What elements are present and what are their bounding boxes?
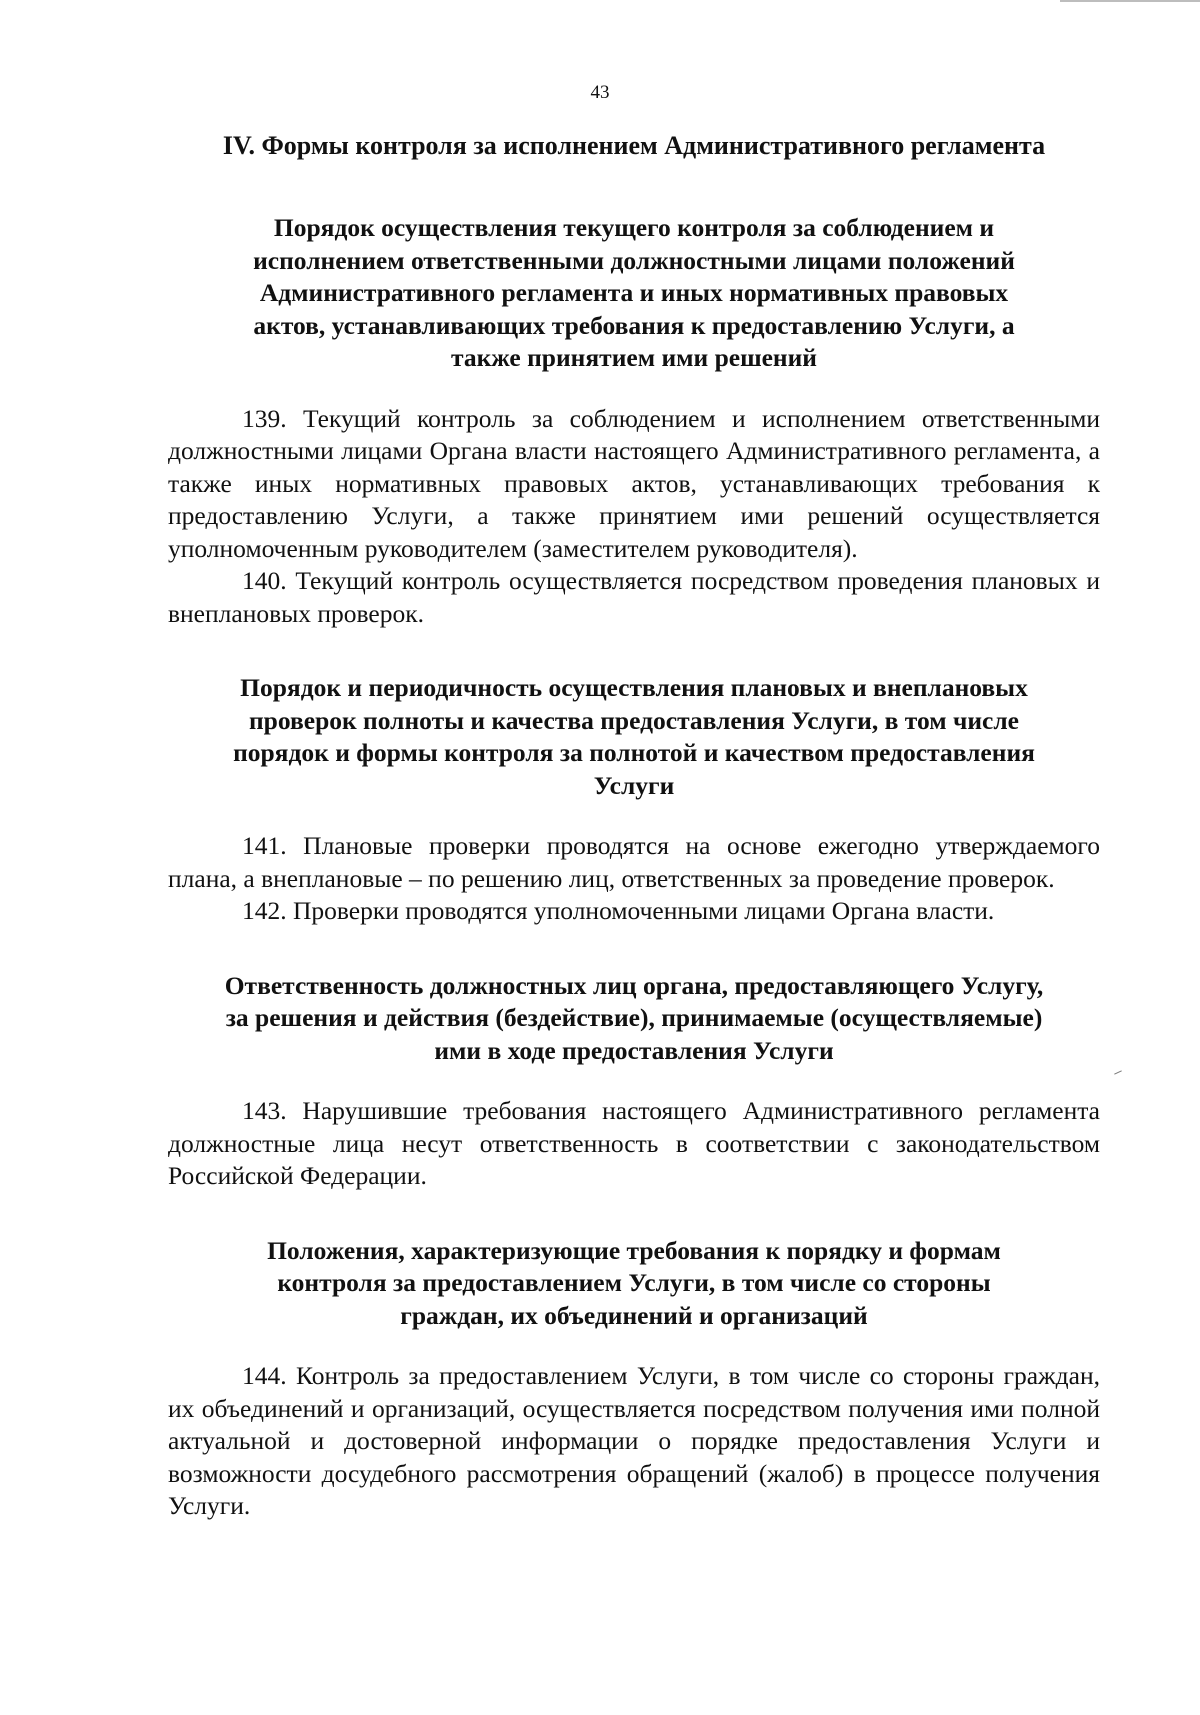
section-title: [168, 212, 1100, 375]
section-spacer: [168, 630, 1100, 672]
section-title-line: Порядок и периодичность осуществления плановых и внеплановых: [240, 673, 1028, 702]
paragraph-142: 142. Проверки проводятся уполномоченными лицами Органа власти.: [242, 896, 995, 925]
scan-edge-mark: [1060, 0, 1200, 2]
section-title-line: исполнением ответственными должностными лицами положений: [253, 245, 1015, 275]
section-spacer: [168, 928, 1100, 970]
section-public-control: [168, 1235, 1100, 1523]
section-title-line: проверок полноты и качества предоставления Услуги, в том числе: [248, 705, 1019, 735]
chapter-title: IV. Формы контроля за исполнением Административного регламента: [222, 131, 1046, 160]
section-title-line: Административного регламента и иных нормативных правовых: [259, 278, 1009, 307]
margin-tick-mark: [1114, 1070, 1122, 1074]
page-number: 43: [590, 82, 610, 103]
section-title: [168, 672, 1100, 802]
section-title-line: Ответственность должностных лиц органа, предоставляющего Услугу,: [224, 970, 1044, 1000]
section-responsibility: [168, 970, 1100, 1193]
section-title-line: Порядок осуществления текущего контроля за соблюдением и: [273, 213, 995, 242]
section-current-control: [168, 212, 1100, 630]
paragraph-140: 140. Текущий контроль осуществляется посредством проведения плановых и внеплановых проверок.: [168, 566, 1100, 628]
paragraph-139: 139. Текущий контроль за соблюдением и исполнением ответственными должностными лицами Органа власти настоящего Административного регламента, а также иных нормативных правовых актов, устанавливающих требования к предоставлению Услуги, а также принятием ими решений осуществляется уполномоченным руководителем (заместителем руководителя).: [168, 403, 1100, 563]
section-inspections: [168, 672, 1100, 928]
section-title: [168, 1235, 1100, 1333]
section-title-line: порядок и формы контроля за полнотой и качеством предоставления: [233, 738, 1035, 767]
document-body: [168, 130, 1100, 1523]
section-title-line: ими в ходе предоставления Услуги: [434, 1035, 834, 1065]
section-title-line: за решения и действия (бездействие), принимаемые (осуществляемые): [225, 1003, 1043, 1032]
section-title-line: также принятием ими решений: [450, 343, 817, 372]
paragraph-141: 141. Плановые проверки проводятся на основе ежегодно утверждаемого плана, а внеплановые – по решению лиц, ответственных за проведение проверок.: [168, 831, 1100, 893]
section-spacer: [168, 1193, 1100, 1235]
section-title-line: контроля за предоставлением Услуги, в том числе со стороны: [277, 1268, 991, 1297]
section-title-line: Положения, характеризующие требования к порядку и формам: [267, 1235, 1001, 1265]
paragraph-144: 144. Контроль за предоставлением Услуги, в том числе со стороны граждан, их объединений и организаций, осуществляется посредством получения ими полной актуальной и достоверной информации о порядке предоставления Услуги и возможности досудебного рассмотрения обращений (жалоб) в процессе получения Услуги.: [168, 1361, 1100, 1520]
section-title: [168, 970, 1100, 1068]
section-title-line: граждан, их объединений и организаций: [400, 1300, 868, 1330]
paragraph-143: 143. Нарушившие требования настоящего Административного регламента должностные лица несут ответственность в соответствии с законодательством Российской Федерации.: [168, 1096, 1100, 1190]
section-title-line: Услуги: [593, 770, 675, 800]
section-title-line: актов, устанавливающих требования к предоставлению Услуги, а: [253, 310, 1015, 340]
